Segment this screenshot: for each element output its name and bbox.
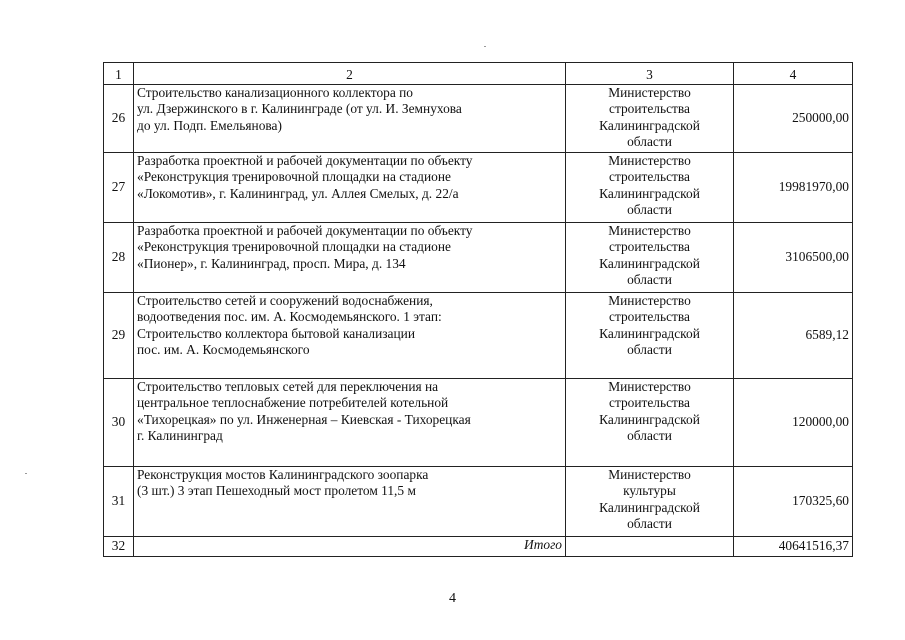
row-description	[134, 379, 566, 467]
description-line: центральное теплоснабжение потребителей котельной	[137, 395, 449, 411]
header-cell: 1	[104, 63, 134, 85]
description-line: Строительство канализационного коллектора по	[137, 85, 413, 100]
description-line: до ул. Подп. Емельянова)	[137, 117, 282, 133]
row-amount: 19981970,00	[734, 153, 853, 223]
ministry-line: Калининградской	[599, 411, 700, 427]
row-ministry	[566, 293, 734, 379]
description-line: (3 шт.) 3 этап Пешеходный мост пролетом 11,5 м	[137, 483, 416, 499]
table-row	[104, 293, 853, 379]
table-row	[104, 153, 853, 223]
table-row	[104, 223, 853, 293]
ministry-line: Калининградской	[599, 117, 700, 133]
ministry-line: Министерство	[608, 223, 691, 238]
row-number: 29	[104, 293, 134, 379]
ministry-line: культуры	[623, 483, 676, 499]
total-label: Итого	[134, 537, 566, 557]
row-ministry	[566, 379, 734, 467]
ministry-line: Министерство	[608, 85, 691, 100]
ministry-line: области	[627, 134, 672, 150]
description-line: Реконструкция мостов Калининградского зоопарка	[137, 467, 429, 482]
total-amount: 40641516,37	[734, 537, 853, 557]
row-ministry	[566, 85, 734, 153]
description-line: водоотведения пос. им. А. Космодемьянского. 1 этап:	[137, 309, 442, 325]
ministry-line: строительства	[609, 239, 690, 255]
row-amount: 3106500,00	[734, 223, 853, 293]
ministry-line: строительства	[609, 101, 690, 117]
row-amount: 170325,60	[734, 467, 853, 537]
row-number: 31	[104, 467, 134, 537]
ministry-line: Министерство	[608, 467, 691, 482]
ministry-line: области	[627, 342, 672, 358]
ministry-line: Калининградской	[599, 499, 700, 515]
row-description	[134, 85, 566, 153]
row-number: 26	[104, 85, 134, 153]
row-amount: 6589,12	[734, 293, 853, 379]
description-line: г. Калининград	[137, 428, 223, 444]
description-line: «Локомотив», г. Калининград, ул. Аллея Смелых, д. 22/а	[137, 185, 459, 201]
ministry-line: области	[627, 202, 672, 218]
table-row	[104, 467, 853, 537]
table-row	[104, 379, 853, 467]
total-empty-cell	[566, 537, 734, 557]
description-line: «Пионер», г. Калининград, просп. Мира, д. 134	[137, 255, 406, 271]
description-line: «Реконструкция тренировочной площадки на стадионе	[137, 169, 451, 185]
description-line: пос. им. А. Космодемьянского	[137, 342, 310, 358]
description-line: Разработка проектной и рабочей документации по объекту	[137, 153, 473, 168]
row-amount: 120000,00	[734, 379, 853, 467]
header-cell: 4	[734, 63, 853, 85]
row-description	[134, 467, 566, 537]
description-line: Строительство сетей и сооружений водоснабжения,	[137, 293, 433, 308]
description-line: Разработка проектной и рабочей документации по объекту	[137, 223, 473, 238]
scan-speck	[25, 473, 27, 474]
budget-table	[103, 62, 853, 557]
ministry-line: Министерство	[608, 153, 691, 168]
page-number: 4	[449, 591, 456, 606]
ministry-line: области	[627, 428, 672, 444]
row-ministry	[566, 153, 734, 223]
ministry-line: Калининградской	[599, 255, 700, 271]
ministry-line: строительства	[609, 395, 690, 411]
scan-speck	[484, 46, 486, 47]
row-ministry	[566, 223, 734, 293]
description-line: «Реконструкция тренировочной площадки на стадионе	[137, 239, 451, 255]
row-amount: 250000,00	[734, 85, 853, 153]
ministry-line: Калининградской	[599, 325, 700, 341]
row-ministry	[566, 467, 734, 537]
row-number: 30	[104, 379, 134, 467]
ministry-line: Калининградской	[599, 185, 700, 201]
row-number: 27	[104, 153, 134, 223]
total-row-number: 32	[104, 537, 134, 557]
ministry-line: Министерство	[608, 293, 691, 308]
row-description	[134, 293, 566, 379]
header-cell: 3	[566, 63, 734, 85]
table-row	[104, 85, 853, 153]
ministry-line: строительства	[609, 309, 690, 325]
header-row	[104, 63, 853, 85]
description-line: «Тихорецкая» по ул. Инженерная – Киевская - Тихорецкая	[137, 411, 471, 427]
ministry-line: области	[627, 516, 672, 532]
row-description	[134, 153, 566, 223]
ministry-line: строительства	[609, 169, 690, 185]
ministry-line: Министерство	[608, 379, 691, 394]
row-number: 28	[104, 223, 134, 293]
description-line: Строительство коллектора бытовой канализации	[137, 325, 415, 341]
ministry-line: области	[627, 272, 672, 288]
row-description	[134, 223, 566, 293]
description-line: Строительство тепловых сетей для переключения на	[137, 379, 439, 394]
total-row	[104, 537, 853, 557]
description-line: ул. Дзержинского в г. Калининграде (от ул. И. Земнухова	[137, 101, 462, 117]
header-cell: 2	[134, 63, 566, 85]
